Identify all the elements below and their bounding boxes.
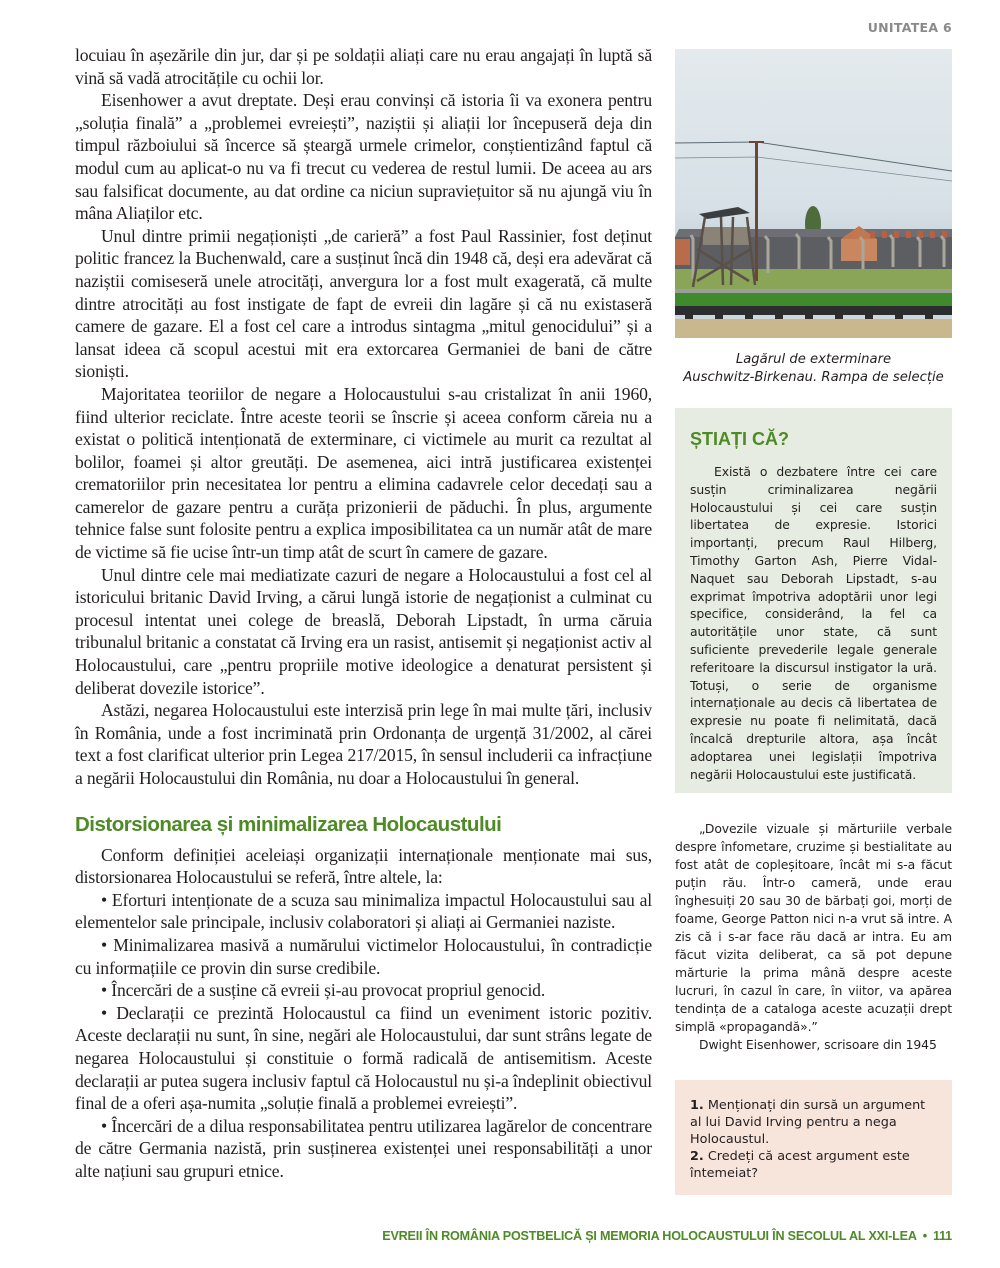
- paragraph: Astăzi, negarea Holocaustului este interzisă prin lege în mai multe țări, inclusiv în România, unde a fost incriminată prin Ordonanța de urgență 31/2002, al cărei text a fost clarificat ulterior prin Legea 217/2015, în sensul includerii ca infracțiune a negării Holocaustului din România, nu doar a Holocaustului în general.: [75, 700, 652, 788]
- bullet-item: • Încercări de a dilua responsabilitatea pentru utilizarea lagărelor de concentrare de către Germania nazistă, prin susținerea existenței unei responsabilități a unor alte națiuni sau grupuri etnice.: [75, 1115, 652, 1181]
- paragraph: Unul dintre cele mai mediatizate cazuri de negare a Holocaustului a fost cel al istoricului britanic David Irving, a cărui lungă istorie de negaționist a culminat cu procesul intentat unei colege de breaslă, Deborah Lipstadt, în urma căruia tribunalul britanic a constatat că Irving era un rasist, antisemit și negaționist activ al Holocaustului, care „pentru propriile motive ideologice a denaturat persistent și deliberat dovezile istorice”.: [75, 564, 652, 698]
- caption-line-1: Lagărul de exterminare: [735, 352, 892, 367]
- paragraph: Majoritatea teoriilor de negare a Holocaustului s-au cristalizat în anii 1960, fiind ulterior reciclate. Între aceste teorii se înscrie și aceea conform căreia nu a existat o politică intenționată de exterminare, ci victimele au murit ca rezultat al bolilor, foamei și altor greutăți. De asemenea, aici intră justificarea existenței crematoriilor prin necesitatea lor pentru a elimina cadavrele celor decedați sau a camerelor de gazare pentru a curăța prizonierii de păduchi. În plus, argumente tehnice false sunt folosite pentru a explica imposibilitatea ca un număr atât de mare de victime să fie ucise într-un timp atât de scurt în camere de gazare.: [75, 383, 652, 563]
- did-you-know-box: [675, 408, 952, 793]
- camp-photo: [675, 49, 952, 338]
- bullet-item: • Minimalizarea masivă a numărului victimelor Holocaustului, în contradicție cu informațiile ce provin din surse credibile.: [75, 934, 652, 978]
- photo-caption: [675, 351, 952, 387]
- bullet-item: • Eforturi intenționate de a scuza sau minimaliza impactul Holocaustului sau al elementelor sale principale, inclusiv colaboratori și aliați ai Germaniei naziste.: [75, 889, 652, 933]
- watchtower-photo-illustration: [675, 49, 952, 338]
- bullet-item: • Declarații ce prezintă Holocaustul ca fiind un eveniment istoric pozitiv. Aceste declarații nu sunt, în sine, negări ale Holocaustului, dar sunt strâns legate de negarea Holocaustului și constituie o formă radicală de antisemitism. Aceste declarații ar putea sugera inclusiv faptul că Holocaustul nu și-a îndeplinit obiectivul final de a oferi așa-numita „soluție finală a problemei evreiești”.: [75, 1002, 652, 1114]
- caption-line-2: Auschwitz-Birkenau. Rampa de selecție: [683, 370, 944, 385]
- bullet-item: • Încercări de a susține că evreii și-au provocat propriul genocid.: [101, 980, 546, 1001]
- page-footer: [382, 1229, 952, 1243]
- question-text: Menționați din sursă un argument al lui David Irving pentru a nega Holocaustul.: [690, 1098, 926, 1147]
- question-1: [690, 1097, 937, 1148]
- question-number: 1.: [690, 1098, 704, 1113]
- did-you-know-title: ȘTIAȚI CĂ?: [690, 429, 789, 449]
- footer-separator: •: [922, 1229, 927, 1243]
- unit-header: UNITATEA 6: [867, 20, 952, 35]
- section-intro: Conform definiției aceleiași organizații internaționale menționate mai sus, distorsionarea Holocaustului se referă, între altele, la:: [75, 844, 652, 888]
- quote-source: Dwight Eisenhower, scrisoare din 1945: [699, 1037, 937, 1052]
- quote-text: „Dovezile vizuale și mărturiile verbale despre înfometare, cruzime și bestialitate au fost atât de copleșitoare, încât mi s-a făcut puțin rău. Într-o cameră, unde erau înghesuiți 20 sau 30 de bărbați goi, morți de foame, George Patton nici n-a vrut să intre. A zis că i s-ar face rău dacă ar intra. Eu am făcut vizita deliberat, ca să pot depune mărturie la prima mână despre aceste lucruri, în cazul în care, în viitor, va apărea tendința de a cataloga aceste acuzații drept simplă «propagandă».”: [675, 821, 952, 1034]
- page-number: 111: [932, 1229, 952, 1243]
- paragraph: locuiau în așezările din jur, dar și pe soldații aliați care nu erau angajați în luptă să vină să vadă atrocitățile cu ochii lor.: [75, 45, 652, 88]
- questions-box: [675, 1080, 952, 1195]
- did-you-know-text: Există o dezbatere între cei care susțin criminalizarea negării Holocaustului și cei care susțin libertatea de expresie. Istorici importanți, precum Raul Hilberg, Timothy Garton Ash, Pierre Vidal-Naquet sau Deborah Lipstadt, s-au exprimat împotriva adoptării unor legi specifice, considerând, la fel ca autoritățile unor state, că sunt suficiente prevederile legale generale referitoare la discursul instigator la ură. Totuși, o serie de organisme internaționale au decis că libertatea de expresie nu poate fi nelimitată, dacă încalcă drepturile altora, așa încât adoptarea unei legislații împotriva negării Holocaustului este justificată.: [690, 464, 937, 782]
- footer-title: EVREII ÎN ROMÂNIA POSTBELICĂ ȘI MEMORIA HOLOCAUSTULUI ÎN SECOLUL AL XXI-LEA: [382, 1229, 917, 1243]
- question-text: Credeți că acest argument este întemeiat?: [690, 1149, 910, 1181]
- question-2: [690, 1148, 937, 1182]
- eisenhower-quote: [675, 820, 952, 1054]
- paragraph: Eisenhower a avut dreptate. Deși erau convinși că istoria îi va exonera pentru „soluția finală” a „problemei evreiești”, naziștii și aliații lor începuseră deja din timpul războiului să încerce să șteargă urmele crimelor, conștientizând faptul că modul cum au aplicat-o nu va fi trecut cu vederea de restul lumii. De aceea au ars sau falsificat documente, au dat ordine ca niciun supraviețuitor să nu ajungă viu în mâna Aliaților etc.: [75, 90, 652, 224]
- section-heading: Distorsionarea și minimalizarea Holocaustului: [75, 812, 502, 836]
- question-number: 2.: [690, 1149, 704, 1164]
- paragraph: Unul dintre primii negaționiști „de carieră” a fost Paul Rassinier, fost deținut politic francez la Buchenwald, care a susținut încă din 1948 că, deși era adevărat că naziștii comiseseră unele atrocități, anvergura lor a fost mult exagerată, că multe dintre atrocități au fost instigate de fapt de evreii din lagăre și că nu existaseră camere de gazare. El a fost cel care a introdus sintagma „mitul genocidului” și a lansat ideea că scopul acestui mit era extorcarea Germaniei de bani de către sioniști.: [75, 225, 652, 382]
- main-text-column: [75, 44, 652, 1183]
- sidebar-column: [675, 49, 952, 387]
